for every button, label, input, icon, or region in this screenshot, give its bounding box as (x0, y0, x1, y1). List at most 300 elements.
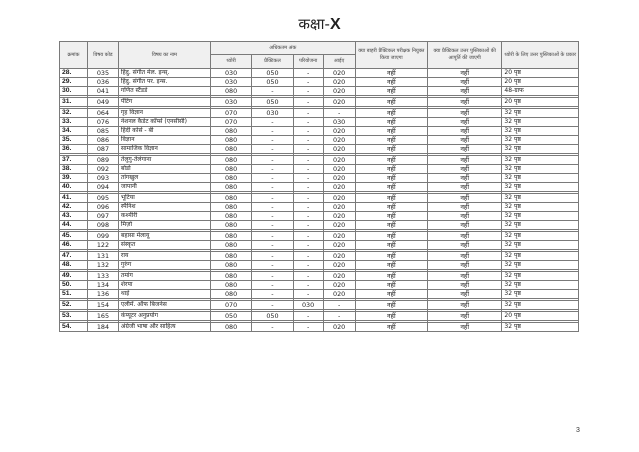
cell-copies: नहीं (427, 281, 501, 290)
table-row (60, 87, 579, 96)
cell-sno: 37. (60, 156, 88, 165)
header-theory: थ्योरी (210, 55, 251, 69)
cell-practical: - (252, 212, 293, 221)
cell-copies: नहीं (427, 174, 501, 183)
cell-ia: 020 (323, 136, 355, 145)
cell-code: 036 (87, 78, 118, 87)
table-body (60, 69, 579, 332)
cell-practical: - (252, 165, 293, 174)
cell-sno: 49. (60, 272, 88, 281)
cell-sno: 34. (60, 127, 88, 136)
cell-book: 32 पृष्ठ (502, 281, 579, 290)
cell-copies: नहीं (427, 118, 501, 127)
table-row (60, 312, 579, 321)
cell-practical: - (252, 203, 293, 212)
cell-sno: 28. (60, 69, 88, 78)
table-row (60, 165, 579, 174)
table-row (60, 203, 579, 212)
cell-project: - (293, 272, 323, 281)
cell-code: 165 (87, 312, 118, 321)
cell-ext: नहीं (355, 261, 427, 270)
cell-subject: अंग्रेजी भाषा और साहित्य (118, 323, 210, 332)
cell-copies: नहीं (427, 156, 501, 165)
cell-project: - (293, 194, 323, 203)
cell-code: 131 (87, 252, 118, 261)
cell-sno: 43. (60, 212, 88, 221)
cell-practical: - (252, 221, 293, 230)
header-sno: क्रमांक (60, 42, 88, 69)
cell-sno: 31. (60, 98, 88, 107)
cell-ia: - (323, 301, 355, 310)
cell-ext: नहीं (355, 183, 427, 192)
cell-ext: नहीं (355, 312, 427, 321)
cell-ia: 020 (323, 69, 355, 78)
cell-subject: कंप्यूटर अनुप्रयोग (118, 312, 210, 321)
table-row (60, 78, 579, 87)
cell-code: 093 (87, 174, 118, 183)
cell-subject: जापानी (118, 183, 210, 192)
cell-ia: 020 (323, 232, 355, 241)
cell-book: 32 पृष्ठ (502, 118, 579, 127)
cell-subject: हिंदु. संगीत पर. इन्स. (118, 78, 210, 87)
cell-theory: 080 (210, 203, 251, 212)
cell-project: - (293, 87, 323, 96)
cell-code: 041 (87, 87, 118, 96)
cell-theory: 080 (210, 183, 251, 192)
table-row (60, 98, 579, 107)
cell-theory: 070 (210, 301, 251, 310)
cell-project: - (293, 118, 323, 127)
cell-ia: 020 (323, 194, 355, 203)
page-number: 3 (576, 427, 580, 434)
cell-ia: 020 (323, 156, 355, 165)
cell-subject: कश्मीरी (118, 212, 210, 221)
cell-code: 154 (87, 301, 118, 310)
cell-sno: 33. (60, 118, 88, 127)
cell-ext: नहीं (355, 212, 427, 221)
cell-theory: 080 (210, 241, 251, 250)
cell-theory: 080 (210, 136, 251, 145)
cell-ia: 020 (323, 221, 355, 230)
table-row (60, 109, 579, 118)
cell-ext: नहीं (355, 69, 427, 78)
table-row (60, 272, 579, 281)
cell-project: - (293, 109, 323, 118)
cell-copies: नहीं (427, 145, 501, 154)
cell-theory: 080 (210, 165, 251, 174)
cell-theory: 080 (210, 252, 251, 261)
table-row (60, 252, 579, 261)
cell-ia: 020 (323, 261, 355, 270)
cell-ext: नहीं (355, 136, 427, 145)
cell-copies: नहीं (427, 212, 501, 221)
cell-subject: शेरपा (118, 281, 210, 290)
cell-book: 32 पृष्ठ (502, 203, 579, 212)
cell-ext: नहीं (355, 221, 427, 230)
table-row (60, 118, 579, 127)
cell-code: 134 (87, 281, 118, 290)
cell-ia: - (323, 109, 355, 118)
cell-practical: - (252, 87, 293, 96)
cell-practical: 050 (252, 78, 293, 87)
cell-ext: नहीं (355, 174, 427, 183)
cell-book: 32 पृष्ठ (502, 301, 579, 310)
cell-subject: संस्कृत (118, 241, 210, 250)
cell-code: 086 (87, 136, 118, 145)
cell-project: - (293, 241, 323, 250)
cell-theory: 080 (210, 281, 251, 290)
cell-project: - (293, 136, 323, 145)
cell-project: - (293, 281, 323, 290)
cell-practical: - (252, 127, 293, 136)
header-max-marks: अधिकतम अंक (210, 42, 355, 55)
cell-sno: 44. (60, 221, 88, 230)
cell-ext: नहीं (355, 98, 427, 107)
cell-copies: नहीं (427, 127, 501, 136)
cell-practical: - (252, 136, 293, 145)
cell-ia: - (323, 312, 355, 321)
cell-subject: तमांग (118, 272, 210, 281)
cell-subject: विज्ञान (118, 136, 210, 145)
cell-subject: गृह विज्ञान (118, 109, 210, 118)
cell-ia: 020 (323, 174, 355, 183)
cell-sno: 41. (60, 194, 88, 203)
cell-practical: - (252, 145, 293, 154)
cell-project: - (293, 98, 323, 107)
cell-book: 32 पृष्ठ (502, 323, 579, 332)
cell-practical: - (252, 232, 293, 241)
cell-practical: - (252, 290, 293, 299)
cell-subject: थाई (118, 290, 210, 299)
cell-project: - (293, 252, 323, 261)
cell-ext: नहीं (355, 127, 427, 136)
cell-book: 32 पृष्ठ (502, 252, 579, 261)
cell-theory: 080 (210, 145, 251, 154)
table-row (60, 301, 579, 310)
cell-project: - (293, 290, 323, 299)
cell-ia: 020 (323, 183, 355, 192)
cell-copies: नहीं (427, 241, 501, 250)
cell-copies: नहीं (427, 252, 501, 261)
cell-ext: नहीं (355, 281, 427, 290)
cell-ext: नहीं (355, 323, 427, 332)
cell-ia: 020 (323, 252, 355, 261)
header-practical-copies: क्या प्रैक्टिकल उत्तर पुस्तिकाओं की आपूर्ति की जाएगी (427, 42, 501, 69)
cell-sno: 45. (60, 232, 88, 241)
cell-theory: 080 (210, 290, 251, 299)
table-row (60, 69, 579, 78)
cell-book: 32 पृष्ठ (502, 194, 579, 203)
header-ia: आईए (323, 55, 355, 69)
cell-book: 32 पृष्ठ (502, 221, 579, 230)
cell-theory: 070 (210, 109, 251, 118)
cell-subject: पेंटिंग (118, 98, 210, 107)
cell-code: 035 (87, 69, 118, 78)
cell-practical: 030 (252, 109, 293, 118)
cell-book: 32 पृष्ठ (502, 261, 579, 270)
header-code: विषय कोड (87, 42, 118, 69)
cell-book: 20 पृष्ठ (502, 69, 579, 78)
cell-code: 184 (87, 323, 118, 332)
cell-copies: नहीं (427, 87, 501, 96)
cell-code: 087 (87, 145, 118, 154)
cell-ext: नहीं (355, 194, 427, 203)
cell-book: 32 पृष्ठ (502, 232, 579, 241)
cell-sno: 50. (60, 281, 88, 290)
cell-theory: 080 (210, 194, 251, 203)
header-project: परियोजना (293, 55, 323, 69)
cell-project: - (293, 69, 323, 78)
cell-project: - (293, 127, 323, 136)
cell-sno: 54. (60, 323, 88, 332)
cell-practical: - (252, 174, 293, 183)
cell-sno: 40. (60, 183, 88, 192)
cell-code: 136 (87, 290, 118, 299)
cell-practical: - (252, 241, 293, 250)
cell-theory: 080 (210, 261, 251, 270)
cell-ia: 020 (323, 241, 355, 250)
cell-ext: नहीं (355, 232, 427, 241)
cell-practical: - (252, 272, 293, 281)
cell-copies: नहीं (427, 261, 501, 270)
cell-sno: 48. (60, 261, 88, 270)
cell-practical: - (252, 301, 293, 310)
cell-subject: हिंदी कोर्स - बी (118, 127, 210, 136)
cell-ia: 020 (323, 145, 355, 154)
cell-theory: 080 (210, 221, 251, 230)
cell-ia: 020 (323, 323, 355, 332)
cell-sno: 53. (60, 312, 88, 321)
cell-ext: नहीं (355, 241, 427, 250)
cell-subject: गणित स्टैंडर्ड (118, 87, 210, 96)
cell-project: - (293, 323, 323, 332)
cell-code: 097 (87, 212, 118, 221)
cell-sno: 47. (60, 252, 88, 261)
subjects-table (59, 41, 579, 332)
cell-ext: नहीं (355, 145, 427, 154)
cell-ext: नहीं (355, 301, 427, 310)
cell-book: 32 पृष्ठ (502, 109, 579, 118)
cell-project: - (293, 232, 323, 241)
cell-ext: नहीं (355, 109, 427, 118)
header-answer-book: थ्योरी के लिए उत्तर पुस्तिकाओं के प्रकार (502, 42, 579, 69)
cell-practical: - (252, 252, 293, 261)
table-row (60, 323, 579, 332)
cell-theory: 080 (210, 323, 251, 332)
cell-copies: नहीं (427, 183, 501, 192)
cell-subject: बोडो (118, 165, 210, 174)
cell-book: 32 पृष्ठ (502, 290, 579, 299)
cell-copies: नहीं (427, 290, 501, 299)
cell-code: 095 (87, 194, 118, 203)
cell-sno: 36. (60, 145, 88, 154)
table-row (60, 127, 579, 136)
cell-sno: 51. (60, 290, 88, 299)
cell-ia: 020 (323, 165, 355, 174)
cell-copies: नहीं (427, 136, 501, 145)
cell-project: - (293, 221, 323, 230)
cell-practical: 050 (252, 312, 293, 321)
cell-ia: 020 (323, 87, 355, 96)
cell-project: - (293, 212, 323, 221)
cell-code: 099 (87, 232, 118, 241)
cell-practical: - (252, 281, 293, 290)
cell-theory: 080 (210, 272, 251, 281)
table-row (60, 212, 579, 221)
cell-subject: नेशनल कैडेट कॉर्प्स (एनसीसी) (118, 118, 210, 127)
cell-sno: 38. (60, 165, 88, 174)
cell-practical: - (252, 261, 293, 270)
cell-subject: तेलुगु-तेलंगाना (118, 156, 210, 165)
cell-project: - (293, 183, 323, 192)
page-title: कक्षा-X (298, 15, 341, 33)
cell-copies: नहीं (427, 98, 501, 107)
cell-sno: 42. (60, 203, 88, 212)
header-subject: विषय का नाम (118, 42, 210, 69)
table-row (60, 194, 579, 203)
cell-copies: नहीं (427, 203, 501, 212)
cell-sno: 29. (60, 78, 88, 87)
cell-copies: नहीं (427, 312, 501, 321)
table-row (60, 174, 579, 183)
cell-copies: नहीं (427, 69, 501, 78)
cell-copies: नहीं (427, 165, 501, 174)
cell-ext: नहीं (355, 203, 427, 212)
cell-project: - (293, 312, 323, 321)
cell-project: 030 (293, 301, 323, 310)
table-row (60, 136, 579, 145)
cell-subject: एलीमें. ऑफ बिजनेस (118, 301, 210, 310)
cell-theory: 070 (210, 118, 251, 127)
cell-book: 32 पृष्ठ (502, 241, 579, 250)
cell-book: 32 पृष्ठ (502, 212, 579, 221)
table-row (60, 145, 579, 154)
cell-code: 122 (87, 241, 118, 250)
cell-sno: 35. (60, 136, 88, 145)
cell-practical: - (252, 323, 293, 332)
cell-book: 32 पृष्ठ (502, 127, 579, 136)
cell-ia: 030 (323, 118, 355, 127)
cell-code: 094 (87, 183, 118, 192)
cell-copies: नहीं (427, 323, 501, 332)
cell-theory: 030 (210, 78, 251, 87)
cell-ia: 020 (323, 127, 355, 136)
cell-project: - (293, 203, 323, 212)
cell-subject: भूटिया (118, 194, 210, 203)
cell-sno: 30. (60, 87, 88, 96)
cell-book: 32 पृष्ठ (502, 174, 579, 183)
cell-code: 085 (87, 127, 118, 136)
cell-ext: नहीं (355, 87, 427, 96)
cell-theory: 080 (210, 232, 251, 241)
table-row (60, 183, 579, 192)
cell-project: - (293, 165, 323, 174)
cell-code: 049 (87, 98, 118, 107)
cell-copies: नहीं (427, 232, 501, 241)
table-row (60, 221, 579, 230)
cell-ia: 020 (323, 78, 355, 87)
cell-practical: - (252, 118, 293, 127)
cell-subject: राय (118, 252, 210, 261)
cell-book: 20 पृष्ठ (502, 312, 579, 321)
cell-theory: 080 (210, 87, 251, 96)
cell-subject: गुरुंग (118, 261, 210, 270)
cell-subject: बहासा मेलायू (118, 232, 210, 241)
table-row (60, 290, 579, 299)
cell-theory: 080 (210, 156, 251, 165)
cell-practical: 050 (252, 69, 293, 78)
cell-sno: 39. (60, 174, 88, 183)
cell-ia: 020 (323, 212, 355, 221)
cell-code: 096 (87, 203, 118, 212)
cell-project: - (293, 145, 323, 154)
cell-code: 089 (87, 156, 118, 165)
table-row (60, 241, 579, 250)
cell-ia: 020 (323, 281, 355, 290)
cell-subject: हिंदु. संगीत मेल. इन्स्. (118, 69, 210, 78)
cell-copies: नहीं (427, 301, 501, 310)
cell-ext: नहीं (355, 78, 427, 87)
cell-code: 064 (87, 109, 118, 118)
cell-ia: 020 (323, 272, 355, 281)
cell-project: - (293, 78, 323, 87)
cell-book: 32 पृष्ठ (502, 145, 579, 154)
cell-subject: सामाजिक विज्ञान (118, 145, 210, 154)
cell-practical: - (252, 194, 293, 203)
cell-theory: 050 (210, 312, 251, 321)
cell-code: 132 (87, 261, 118, 270)
cell-ext: नहीं (355, 290, 427, 299)
cell-ext: नहीं (355, 118, 427, 127)
cell-subject: मिज़ो (118, 221, 210, 230)
cell-copies: नहीं (427, 221, 501, 230)
cell-ia: 020 (323, 290, 355, 299)
cell-practical: 050 (252, 98, 293, 107)
cell-book: 48-ग्राफ (502, 87, 579, 96)
cell-project: - (293, 174, 323, 183)
cell-ia: 020 (323, 98, 355, 107)
cell-ext: नहीं (355, 272, 427, 281)
table-row (60, 261, 579, 270)
cell-code: 076 (87, 118, 118, 127)
cell-copies: नहीं (427, 109, 501, 118)
cell-code: 133 (87, 272, 118, 281)
cell-copies: नहीं (427, 78, 501, 87)
cell-ext: नहीं (355, 165, 427, 174)
header-external-practical: क्या बाहरी प्रैक्टिकल परीक्षक नियुक्त किया जाएगा (355, 42, 427, 69)
cell-code: 098 (87, 221, 118, 230)
cell-theory: 030 (210, 69, 251, 78)
cell-practical: - (252, 183, 293, 192)
cell-subject: तांगखुल (118, 174, 210, 183)
cell-book: 32 पृष्ठ (502, 165, 579, 174)
cell-sno: 32. (60, 109, 88, 118)
cell-book: 32 पृष्ठ (502, 136, 579, 145)
cell-theory: 080 (210, 127, 251, 136)
cell-book: 32 पृष्ठ (502, 272, 579, 281)
cell-book: 20 पृष्ठ (502, 78, 579, 87)
cell-theory: 080 (210, 174, 251, 183)
table-row (60, 156, 579, 165)
cell-sno: 46. (60, 241, 88, 250)
cell-ext: नहीं (355, 156, 427, 165)
cell-ext: नहीं (355, 252, 427, 261)
cell-book: 32 पृष्ठ (502, 156, 579, 165)
cell-copies: नहीं (427, 194, 501, 203)
table-row (60, 232, 579, 241)
cell-project: - (293, 261, 323, 270)
cell-subject: स्पैनिश (118, 203, 210, 212)
